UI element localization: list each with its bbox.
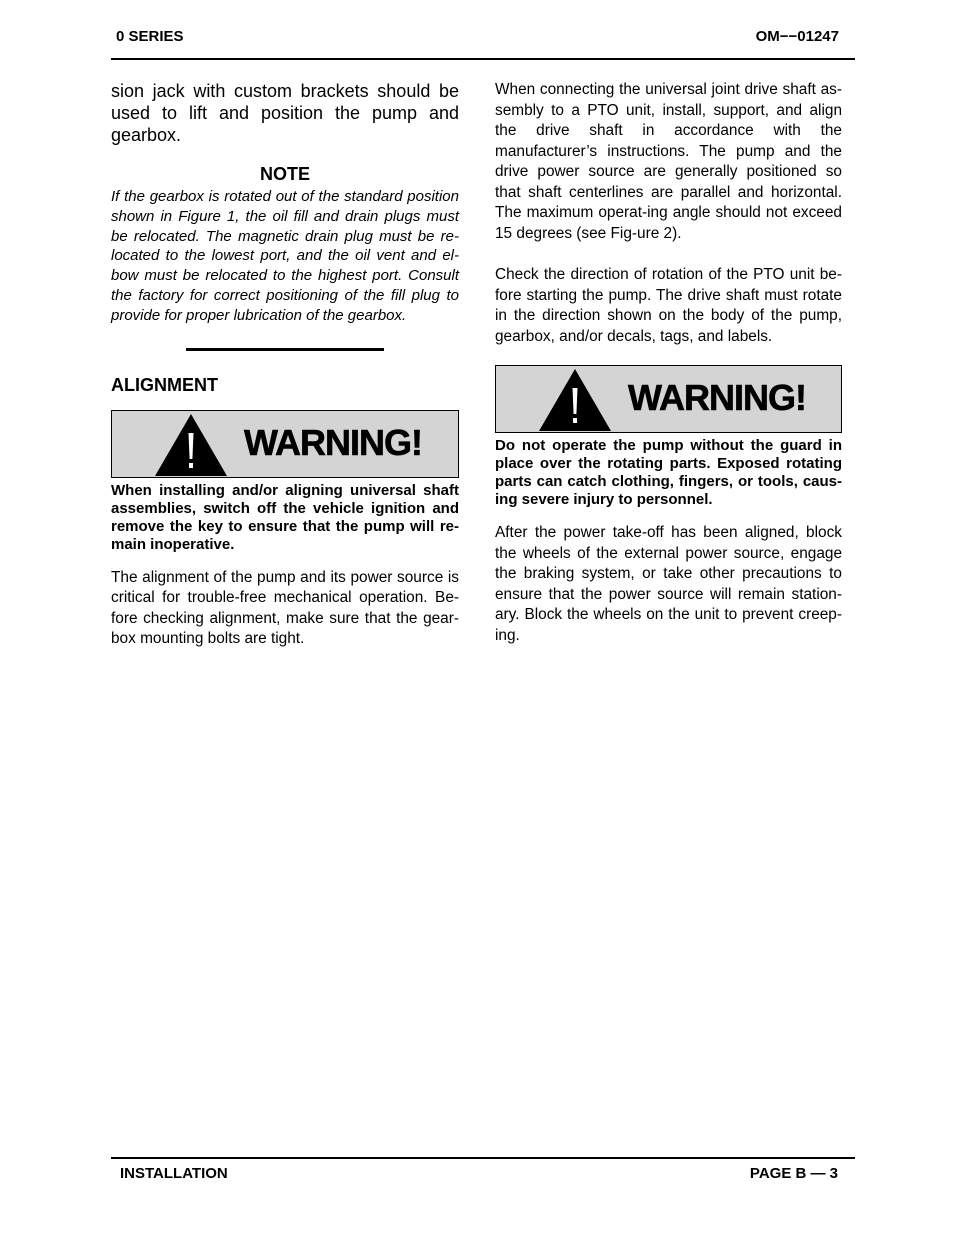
alignment-paragraph: The alignment of the pump and its power source is critical for trouble-free mechanical operation. Be-fore checking alignment, make sure that the gear-box mounting bolts are tight.: [111, 568, 459, 648]
left-column: [111, 80, 459, 650]
note-text: If the gearbox is rotated out of the standard position shown in Figure 1, the oil fill and drain plugs must be relocated. The magnetic drain plug must be re-located to the lowest port, and the oil vent and el-bow must be relocated to the highest port. Consult the factory for correct positioning of the fill plug to provide for proper lubrication of the gearbox.: [111, 188, 459, 324]
pto-paragraph: When connecting the universal joint drive shaft as-sembly to a PTO unit, install, support, and align the drive shaft in accordance with the manufacturer’s instructions. The pump and the drive power source are generally positioned so that shaft centerlines are parallel and horizontal. The maximum operat-ing angle should not exceed 15 degrees (see Fig-ure 2).: [495, 81, 842, 242]
warning-label: WARNING!: [244, 421, 422, 463]
block-wheels-paragraph: After the power take-off has been aligned, block the wheels of the external power source, engage the braking system, or take other precautions to ensure that the power source will remain station-ary. Block the wheels on the unit to prevent creep-ing.: [495, 524, 842, 644]
header-series: 0 SERIES: [116, 28, 184, 45]
footer-divider: [111, 1157, 855, 1159]
warning-text: When installing and/or aligning universal shaft assemblies, switch off the vehicle ignition and remove the key to ensure that the pump will re-main inoperative.: [111, 481, 459, 553]
note-title: NOTE: [259, 164, 310, 184]
rotation-paragraph: Check the direction of rotation of the PTO unit be-fore starting the pump. The drive shaft must rotate in the direction shown on the body of the pump, gearbox, and/or decals, tags, and labels.: [495, 266, 842, 345]
warning-banner: [495, 365, 842, 433]
warning-triangle-icon: [538, 368, 612, 432]
intro-paragraph: sion jack with custom brackets should be used to lift and position the pump and gearbox.: [111, 81, 459, 145]
warning-triangle-icon: [154, 413, 228, 477]
footer-section: INSTALLATION: [120, 1165, 228, 1182]
footer-page-number: PAGE B — 3: [749, 1165, 838, 1182]
warning-text: Do not operate the pump without the guard in place over the rotating parts. Exposed rotating parts can catch clothing, fingers, or tools, caus-ing severe injury to personnel.: [495, 437, 842, 508]
note-divider: [186, 348, 384, 351]
warning-banner: [111, 410, 459, 478]
right-column: [495, 80, 842, 646]
header-doc-number: OM−−01247: [755, 28, 839, 45]
warning-label: WARNING!: [628, 377, 806, 418]
section-heading-alignment: ALIGNMENT: [111, 374, 218, 395]
header-divider: [111, 58, 855, 60]
